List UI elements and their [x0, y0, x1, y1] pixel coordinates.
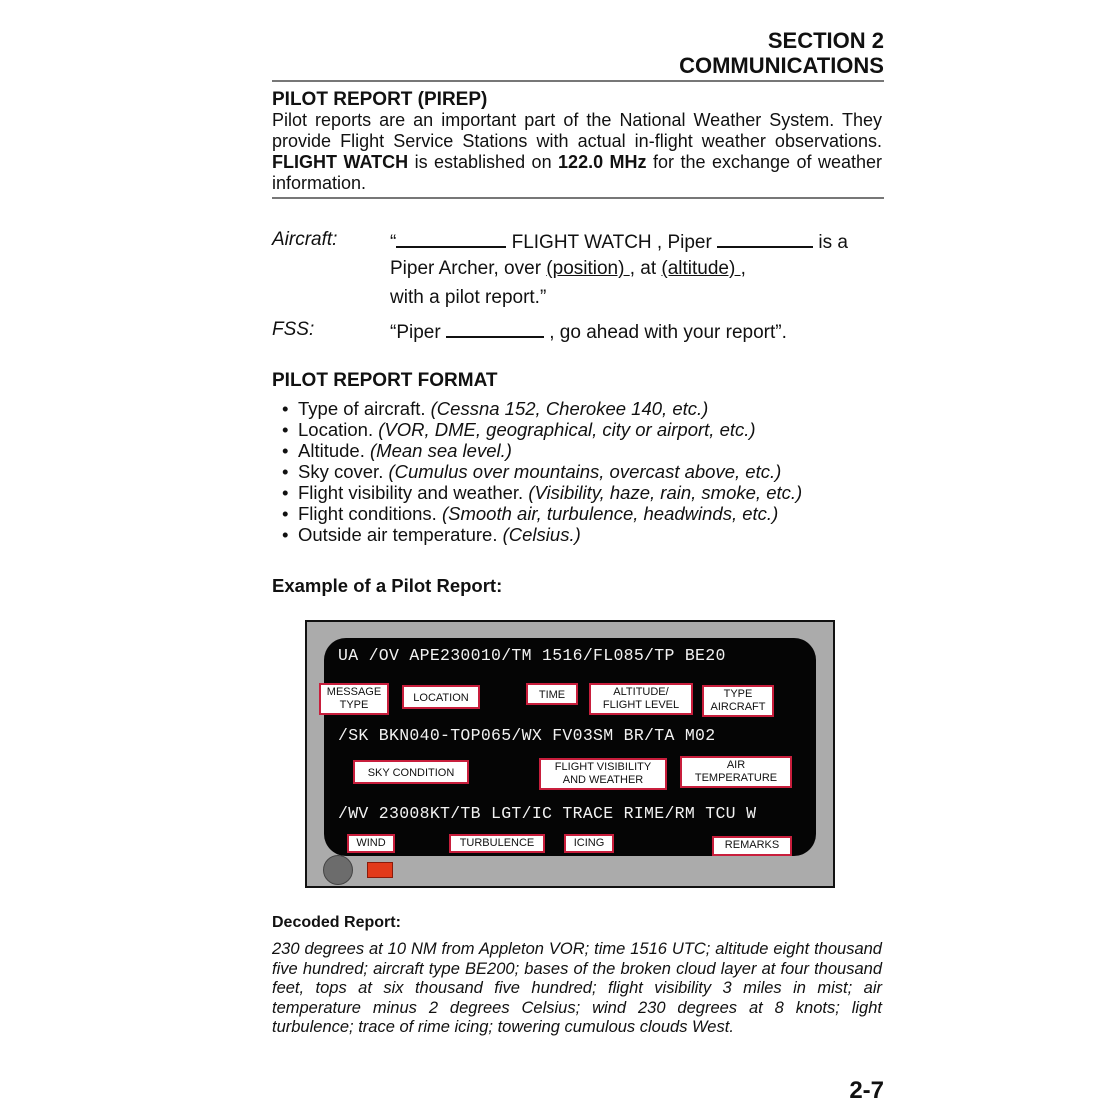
- altitude-placeholder: (altitude): [661, 258, 741, 279]
- label-line: MESSAGE: [326, 686, 382, 698]
- format-heading: PILOT REPORT FORMAT: [272, 370, 498, 391]
- pirep-code-line-3: /WV 23008KT/TB LGT/IC TRACE RIME/RM TCU W: [338, 804, 757, 823]
- label-type-aircraft: [702, 685, 774, 717]
- decoded-body: 230 degrees at 10 NM from Appleton VOR; time 1516 UTC; altitude eight thousand five hundred; aircraft type BE200; bases of the broken cloud layer at four thousand feet, tops at six thousand five hundred; flight visibility 3 miles in mist; air temperature minus 2 degrees Celsius; wind 230 degrees at 8 knots; light turbulence; trace of rime icing; towering cumulous clouds West.: [272, 940, 882, 1036]
- label-wind: WIND: [347, 834, 395, 853]
- callsign-blank: [396, 229, 506, 248]
- monitor-indicator-light: [367, 862, 393, 878]
- item-detail: (Visibility, haze, rain, smoke, etc.): [528, 482, 803, 503]
- label-line: FLIGHT VISIBILITY: [554, 761, 652, 773]
- item-label: Altitude.: [298, 440, 370, 461]
- aircraft-line-1-mid: FLIGHT WATCH , Piper: [506, 232, 718, 253]
- item-detail: (Mean sea level.): [370, 440, 512, 461]
- section-number: SECTION 2: [767, 28, 884, 53]
- example-heading: Example of a Pilot Report:: [272, 575, 503, 596]
- item-label: Flight conditions.: [298, 503, 442, 524]
- fss-speaker: FSS:: [272, 319, 315, 340]
- label-altitude: [589, 683, 693, 715]
- monitor-knob: [323, 855, 353, 885]
- intro-frequency: 122.0 MHz: [558, 152, 647, 172]
- fss-line-pre: “Piper: [390, 322, 446, 343]
- label-icing: ICING: [564, 834, 614, 853]
- list-item: [282, 461, 802, 482]
- aircraft-line-2-mid: , at: [629, 258, 662, 279]
- section-title: COMMUNICATIONS: [679, 53, 884, 78]
- aircraft-line-1: [390, 229, 848, 254]
- intro-text-1: Pilot reports are an important part of the National Weather System. They provide Flight Service Stations with actual in-flight weather observations.: [272, 110, 882, 151]
- label-line: TYPE: [339, 699, 369, 711]
- list-item: [282, 524, 802, 545]
- decoded-heading: Decoded Report:: [272, 914, 401, 931]
- fss-line-end: , go ahead with your report”.: [543, 322, 787, 343]
- aircraft-line-2: [390, 258, 746, 280]
- label-line: AIRCRAFT: [710, 701, 766, 713]
- intro-text-3: for the exchange of weather information.: [272, 152, 882, 193]
- pirep-monitor: [305, 620, 835, 888]
- item-detail: (Smooth air, turbulence, headwinds, etc.): [441, 503, 779, 524]
- monitor-screen: [324, 638, 816, 856]
- item-detail: (Cumulus over mountains, overcast above, etc.): [388, 461, 782, 482]
- label-line: TEMPERATURE: [694, 772, 778, 784]
- pirep-heading: PILOT REPORT (PIREP): [272, 89, 488, 110]
- item-label: Location.: [298, 419, 379, 440]
- intro-text-2: is established on: [408, 152, 559, 172]
- item-label: Type of aircraft.: [298, 398, 431, 419]
- label-line: AND WEATHER: [562, 774, 644, 786]
- header-divider: [272, 80, 884, 82]
- list-item: [282, 419, 802, 440]
- page-number: 2-7: [849, 1077, 884, 1104]
- list-item: [282, 503, 802, 524]
- label-time: TIME: [526, 683, 578, 705]
- aircraft-line-2-end: ,: [740, 258, 746, 279]
- item-detail: (Celsius.): [502, 524, 581, 545]
- label-location: LOCATION: [402, 685, 480, 709]
- section-header: [679, 28, 884, 78]
- fss-tail-blank: [446, 319, 544, 338]
- label-remarks: REMARKS: [712, 836, 792, 856]
- aircraft-line-1-end: is a: [813, 232, 848, 253]
- intro-divider: [272, 197, 884, 199]
- item-detail: (VOR, DME, geographical, city or airport, etc.): [378, 419, 756, 440]
- aircraft-line-3: with a pilot report.”: [390, 287, 547, 308]
- pirep-code-line-1: UA /OV APE230010/TM 1516/FL085/TP BE20: [338, 646, 726, 665]
- item-label: Flight visibility and weather.: [298, 482, 529, 503]
- label-flight-visibility: [539, 758, 667, 790]
- aircraft-line-2-pre: Piper Archer, over: [390, 258, 547, 279]
- label-line: FLIGHT LEVEL: [602, 699, 680, 711]
- item-label: Sky cover.: [298, 461, 389, 482]
- list-item: [282, 482, 802, 503]
- format-list: [282, 398, 802, 545]
- label-air-temperature: [680, 756, 792, 788]
- list-item: [282, 440, 802, 461]
- fss-line: [390, 319, 787, 344]
- label-message-type: [319, 683, 389, 715]
- pirep-code-line-2: /SK BKN040-TOP065/WX FV03SM BR/TA M02: [338, 726, 716, 745]
- label-turbulence: TURBULENCE: [449, 834, 545, 853]
- list-item: [282, 398, 802, 419]
- label-sky-condition: SKY CONDITION: [353, 760, 469, 784]
- item-detail: (Cessna 152, Cherokee 140, etc.): [430, 398, 709, 419]
- label-line: TYPE: [723, 688, 753, 700]
- pirep-intro: [272, 110, 882, 194]
- label-line: ALTITUDE/: [613, 686, 669, 698]
- aircraft-speaker: Aircraft:: [272, 229, 338, 250]
- manual-page: [272, 0, 884, 1112]
- quote-open: “: [390, 232, 397, 253]
- tail-number-blank: [717, 229, 813, 248]
- item-label: Outside air temperature.: [298, 524, 503, 545]
- intro-flight-watch: FLIGHT WATCH: [272, 152, 409, 172]
- position-placeholder: (position): [546, 258, 630, 279]
- label-line: AIR: [726, 759, 746, 771]
